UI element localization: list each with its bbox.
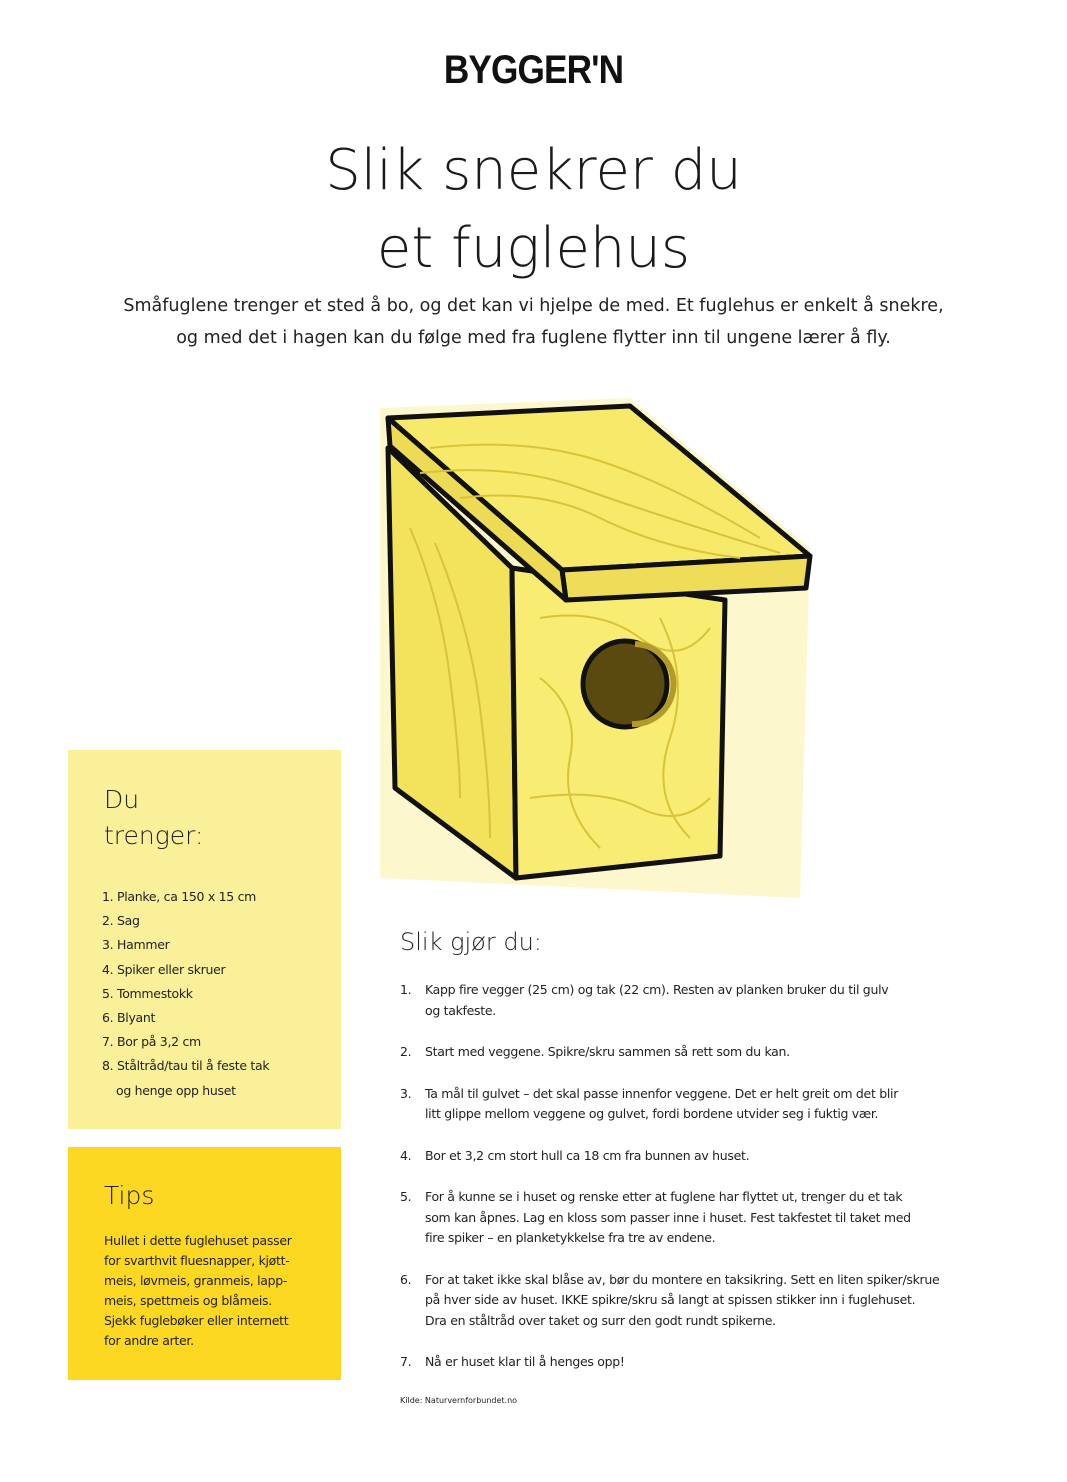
list-item: 2. Sag [102, 913, 140, 929]
step-line: Dra en ståltråd over taket og surr den godt rundt spikerne. [425, 1312, 776, 1328]
step-item [400, 1042, 960, 1063]
tips-line: Hullet i dette fuglehuset passer [104, 1233, 292, 1248]
needs-list [102, 885, 269, 1103]
step-line: og takfeste. [425, 1002, 496, 1018]
brand-logo: BYGGER'N [443, 48, 624, 92]
list-item: 6. Blyant [102, 1010, 156, 1026]
step-number: 7. [400, 1354, 412, 1369]
needs-box [68, 750, 341, 1129]
intro-text [60, 290, 1007, 354]
tips-heading: Tips [104, 1181, 155, 1210]
step-number: 1. [400, 982, 412, 997]
step-line: Nå er huset klar til å henges opp! [425, 1354, 625, 1369]
needs-heading [104, 782, 203, 854]
steps-list [400, 980, 960, 1373]
source-credit: Kilde: Naturvernforbundet.no [400, 1396, 518, 1405]
tips-line: for andre arter. [104, 1333, 194, 1348]
step-item [400, 1352, 960, 1373]
title-line-1: Slik snekrer du [325, 138, 742, 203]
step-item [400, 980, 960, 1021]
tips-text [104, 1231, 319, 1351]
birdhouse-illustration [340, 378, 840, 908]
list-item: 7. Bor på 3,2 cm [102, 1034, 201, 1050]
list-item: 3. Hammer [102, 937, 170, 953]
step-number: 6. [400, 1271, 412, 1287]
step-item [400, 1270, 960, 1332]
title-line-2: et fuglehus [376, 216, 691, 281]
needs-heading-line-2: trenger: [104, 821, 204, 850]
tips-line: meis, spettmeis og blåmeis. [104, 1293, 272, 1308]
steps-heading: Slik gjør du: [400, 928, 542, 956]
step-number: 2. [400, 1044, 412, 1059]
list-item: 4. Spiker eller skruer [102, 961, 226, 977]
list-item: 8. Ståltråd/tau til å feste tak [102, 1058, 270, 1074]
step-line: Ta mål til gulvet – det skal passe innenfor veggene. Det er helt greit om det blir [425, 1085, 899, 1101]
step-number: 4. [400, 1147, 412, 1163]
step-number: 3. [400, 1085, 412, 1101]
intro-line-2: og med det i hagen kan du følge med fra fuglene flytter inn til ungene lærer å fly. [176, 328, 891, 348]
tips-line: for svarthvit fluesnapper, kjøtt- [104, 1253, 290, 1268]
step-line: litt glippe mellom veggene og gulvet, fordi bordene utvider seg i fuktig vær. [425, 1106, 879, 1121]
step-line: Kapp fire vegger (25 cm) og tak (22 cm). Resten av planken bruker du til gulv [425, 982, 889, 997]
step-line: For å kunne se i huset og renske etter at fuglene har flyttet ut, trenger du et tak [425, 1189, 903, 1204]
step-line: For at taket ikke skal blåse av, bør du montere en taksikring. Sett en liten spiker/skrue [425, 1271, 940, 1287]
step-item [400, 1187, 960, 1249]
step-item [400, 1084, 960, 1125]
tips-line: meis, løvmeis, granmeis, lapp- [104, 1273, 288, 1288]
step-item [400, 1146, 960, 1167]
list-item-continuation-text: og henge opp huset [116, 1082, 236, 1098]
tips-line: Sjekk fuglebøker eller internett [104, 1313, 289, 1328]
step-line: på hver side av huset. IKKE spikre/skru så langt at spissen stikker inn i fuglehuset. [425, 1292, 916, 1307]
intro-line-1: Småfuglene trenger et sted å bo, og det kan vi hjelpe de med. Et fuglehus er enkelt å snekre, [123, 296, 944, 316]
step-line: Bor et 3,2 cm stort hull ca 18 cm fra bunnen av huset. [425, 1147, 750, 1163]
list-item: 1. Planke, ca 150 x 15 cm [102, 889, 257, 904]
step-number: 5. [400, 1189, 412, 1204]
needs-heading-line-1: Du [104, 785, 140, 814]
step-line: Start med veggene. Spikre/skru sammen så rett som du kan. [425, 1044, 790, 1059]
entrance-hole [583, 641, 667, 727]
page-title [0, 132, 1067, 288]
step-line: fire spiker – en planketykkelse fra tre av endene. [425, 1230, 716, 1245]
list-item-continuation [102, 1079, 269, 1103]
list-item: 5. Tommestokk [102, 985, 193, 1001]
step-line: som kan åpnes. Lag en kloss som passer inne i huset. Fest takfestet til taket med [425, 1209, 911, 1225]
tips-box [68, 1147, 341, 1380]
